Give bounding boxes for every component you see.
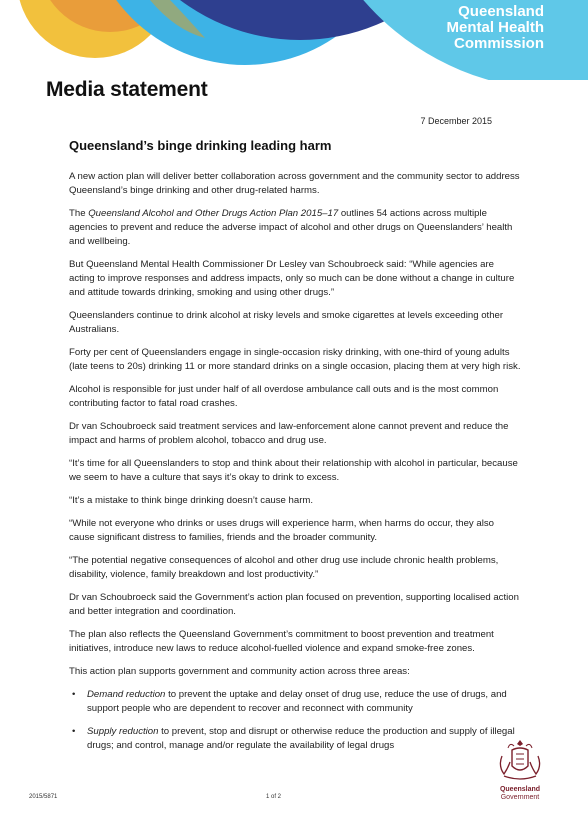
logo-line-2: Mental Health (446, 19, 544, 36)
crest-line-1: Queensland (499, 786, 541, 793)
commission-logo (446, 4, 544, 52)
paragraph-3: But Queensland Mental Health Commissioner Dr Lesley van Schoubroeck said: “While agencies are acting to improve responses and address impacts, only so much can be done without a change in culture and attitude towards drinking, smoking and using other drugs.” (69, 259, 515, 298)
paragraph-2-text: outlines 54 actions across multiple agencies to prevent and reduce the adverse impact of alcohol and other drugs on Queenslanders’ health and wellbeing. (69, 208, 513, 247)
document-reference: 2015/5871 (29, 794, 58, 800)
paragraph-11: “The potential negative consequences of alcohol and other drug use include chronic health problems, disability, violence, family breakdown and lost productivity.” (69, 555, 499, 580)
document-type-title: Media statement (46, 78, 208, 101)
paragraph-2 (69, 207, 521, 249)
list-item (69, 725, 521, 753)
list-item (69, 688, 521, 716)
paragraph-13: The plan also reflects the Queensland Government’s commitment to boost prevention and treatment initiatives, introduce new laws to reduce alcohol-fuelled violence and expand smoke-free zones. (69, 629, 494, 654)
paragraph-5: Forty per cent of Queenslanders engage in single-occasion risky drinking, with one-third of young adults (late teens to 20s) drinking 11 or more standard drinks on a single occasion, placing them at very high risk. (69, 347, 521, 372)
bullet-term: Supply reduction (87, 726, 159, 737)
bullet-term: Demand reduction (87, 689, 166, 700)
logo-line-1: Queensland (458, 3, 544, 20)
bullet-icon: • (72, 726, 76, 737)
paragraph-7: Dr van Schoubroeck said treatment services and law-enforcement alone cannot prevent and reduce the impact and harms of problem alcohol, tobacco and drug use. (69, 421, 509, 446)
paragraph-10: “While not everyone who drinks or uses drugs will experience harm, when harms do occur, they also cause significant distress to families, friends and the broader community. (69, 518, 494, 543)
paragraph-4: Queenslanders continue to drink alcohol at risky levels and smoke cigarettes at levels exceeding other Australians. (69, 310, 504, 335)
paragraph-12: Dr van Schoubroeck said the Government’s action plan focused on prevention, supporting localised action and better integration and coordination. (69, 592, 519, 617)
bullet-text: to prevent, stop and disrupt or otherwise reduce the production and supply of illegal drugs; and control, manage and/or regulate the availability of legal drugs (87, 726, 515, 751)
paragraph-8: “It’s time for all Queenslanders to stop and think about their relationship with alcohol in particular, because we seem to have a culture that says it’s okay to drink to excess. (69, 458, 518, 483)
plan-title: Queensland Alcohol and Other Drugs Action Plan 2015–17 (88, 208, 339, 219)
action-areas-list (69, 688, 521, 753)
paragraph-9: “It’s a mistake to think binge drinking doesn’t cause harm. (69, 495, 314, 506)
statement-body (69, 170, 521, 762)
page-number: 1 of 2 (266, 794, 282, 800)
statement-date: 7 December 2015 (420, 116, 492, 126)
paragraph-1: A new action plan will deliver better collaboration across government and the community sector to address Queensland’s binge drinking and other drug-related harms. (69, 171, 520, 196)
paragraph-2-prefix: The (69, 208, 89, 219)
crest-line-2: Government (500, 794, 540, 801)
crest-wordmark (494, 786, 546, 802)
logo-line-3: Commission (453, 35, 544, 52)
headline: Queensland’s binge drinking leading harm (69, 138, 332, 153)
paragraph-6: Alcohol is responsible for just under half of all overdose ambulance call outs and is the most common contributing factor to fatal road crashes. (69, 384, 499, 409)
paragraph-14: This action plan supports government and community action across three areas: (69, 666, 410, 677)
bullet-text: to prevent the uptake and delay onset of drug use, reduce the use of drugs, and support people who are dependent to recover and reconnect with community (87, 689, 507, 714)
bullet-icon: • (72, 689, 76, 700)
